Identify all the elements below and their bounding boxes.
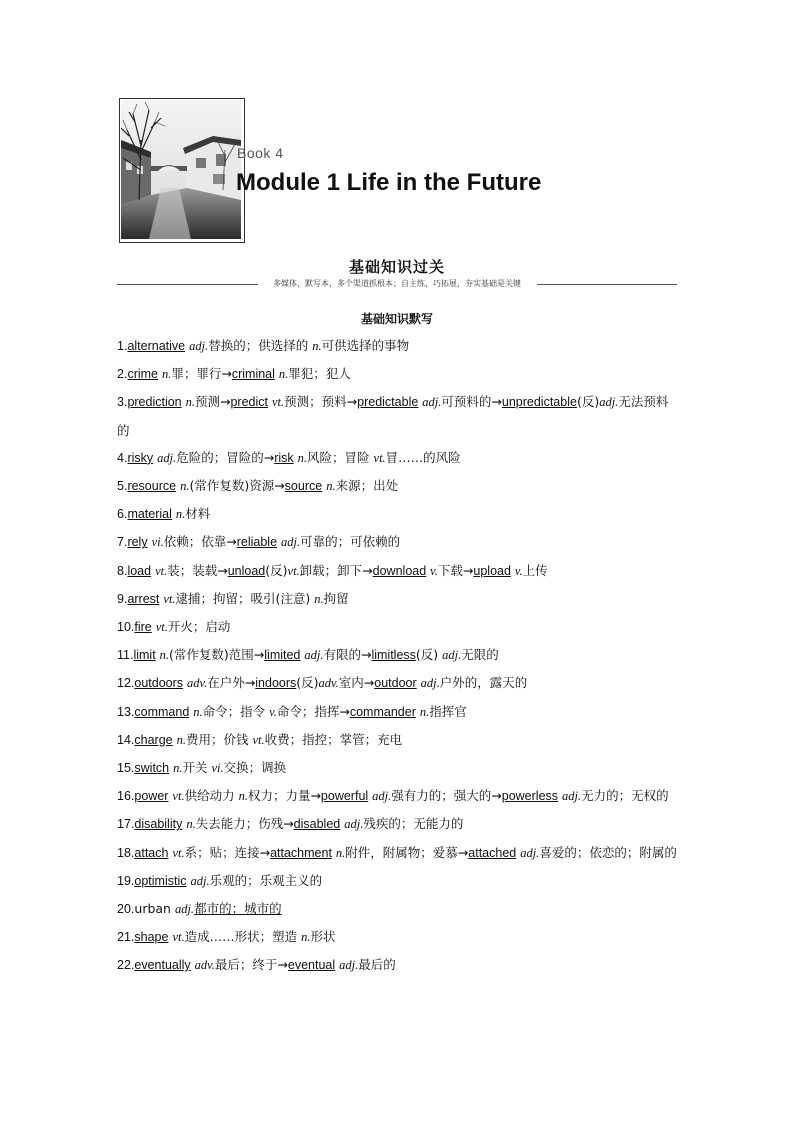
part-of-speech: adj.: [174, 902, 195, 917]
entry-text: 造成……形状；塑造: [184, 929, 302, 945]
entry-text: (反): [415, 647, 443, 663]
entry-number: 18.: [117, 845, 135, 860]
part-of-speech: n.: [335, 845, 346, 860]
entry-text: 无法预料的: [117, 394, 669, 438]
vocabulary-entry: [117, 754, 679, 782]
answer-word: material: [127, 507, 172, 522]
part-of-speech: vt.: [373, 450, 386, 465]
answer-word: attach: [134, 845, 169, 860]
entry-text: 有限的→: [323, 647, 372, 663]
answer-word: powerless: [501, 789, 559, 804]
entry-number: 22.: [117, 958, 135, 973]
entry-text: 权力；力量→: [247, 788, 321, 804]
entry-text: 罪；罪行→: [171, 366, 232, 382]
part-of-speech: n.: [314, 591, 324, 606]
entry-text: 上传: [522, 562, 548, 578]
entry-text: 失去能力；伤残→: [195, 816, 294, 832]
entry-text: 预测；预料→: [284, 394, 358, 410]
vocabulary-entry: [117, 698, 679, 726]
part-of-speech: vt.: [172, 930, 185, 945]
entry-number: 4.: [117, 450, 128, 465]
answer-word: risk: [274, 450, 294, 465]
part-of-speech: n.: [180, 479, 190, 494]
part-of-speech: n.: [173, 761, 183, 776]
entry-number: 19.: [117, 873, 135, 888]
part-of-speech: vt.: [155, 620, 168, 635]
vocabulary-entry: [117, 388, 679, 443]
entry-number: 20.: [117, 902, 135, 917]
part-of-speech: adj.: [157, 450, 177, 465]
vocabulary-entry: [117, 444, 679, 472]
answer-word: unpredictable: [501, 395, 577, 410]
entry-text: 装；装载→: [167, 562, 228, 578]
module-title: Module 1 Life in the Future: [236, 169, 542, 196]
entry-text: 拘留: [323, 590, 349, 606]
part-of-speech: vi.: [211, 761, 224, 776]
vocabulary-entry: [117, 923, 679, 951]
vocabulary-entry: [117, 641, 679, 669]
part-of-speech: adv.: [187, 676, 208, 691]
vocabulary-entry: [117, 360, 679, 388]
part-of-speech: n.: [176, 732, 186, 747]
entry-number: 11.: [117, 648, 134, 663]
entry-text: (常作复数)资源→: [189, 478, 285, 494]
entry-text: 乐观的；乐观主义的: [209, 872, 323, 888]
entry-text: 最后；终于→: [214, 957, 288, 973]
answer-word: download: [372, 563, 427, 578]
entry-text: 室内→: [338, 675, 375, 691]
part-of-speech: adj.: [189, 339, 209, 353]
part-of-speech: n.: [419, 704, 430, 719]
entry-text: 附件，附属物；爱慕→: [345, 844, 469, 860]
entry-text: 户外的，露天的: [439, 675, 528, 691]
answer-word: commander: [349, 704, 416, 719]
answer-word: arrest: [127, 591, 160, 606]
entry-number: 13.: [117, 704, 135, 719]
answer-word: criminal: [231, 367, 275, 382]
entry-text: (反): [296, 675, 319, 691]
part-of-speech: adv.: [318, 676, 339, 691]
part-of-speech: v.: [514, 563, 523, 578]
answer-word: disabled: [293, 817, 341, 832]
part-of-speech: n.: [159, 648, 170, 663]
sub-heading: 基础知识默写: [360, 312, 433, 326]
part-of-speech: v.: [269, 704, 277, 719]
entry-number: 3.: [117, 395, 128, 410]
entry-text: 命令；指挥→: [276, 703, 350, 719]
part-of-speech: n.: [326, 479, 336, 494]
answer-word: powerful: [320, 789, 369, 804]
vocabulary-entry: [117, 613, 679, 641]
entry-text: 系；贴；连接→: [184, 844, 271, 860]
part-of-speech: vt.: [287, 563, 300, 578]
answer-word: load: [127, 563, 152, 578]
entry-text: (常作复数)范围→: [169, 647, 265, 663]
part-of-speech: adj.: [344, 817, 364, 832]
answer-word: predictable: [357, 395, 419, 410]
answer-word: charge: [134, 732, 173, 747]
part-of-speech: adj.: [442, 648, 462, 663]
entry-text: 依赖；依靠→: [163, 534, 237, 550]
part-of-speech: adj.: [562, 789, 582, 804]
entry-number: 7.: [117, 535, 128, 550]
entry-text: 形状: [310, 929, 336, 945]
part-of-speech: v.: [430, 563, 438, 578]
entry-number: 8.: [117, 563, 128, 578]
answer-word: attached: [468, 845, 517, 860]
answer-word: power: [134, 789, 169, 804]
answer-word: limitless: [371, 648, 416, 663]
entry-text: 可预料的→: [441, 394, 502, 410]
entry-number: 10.: [117, 620, 135, 635]
answer-word: reliable: [236, 535, 278, 550]
vocabulary-entry: [117, 895, 679, 923]
answer-word: source: [284, 479, 323, 494]
part-of-speech: adj.: [599, 395, 619, 410]
entry-text: 无限的: [461, 647, 499, 663]
answer-word: limited: [264, 648, 301, 663]
entry-text: 风险；冒险: [307, 449, 374, 465]
answer-word: unload: [227, 563, 266, 578]
vocabulary-entry: [117, 839, 679, 867]
entry-text: 卸载；卸下→: [299, 562, 373, 578]
canal-village-photo: [121, 100, 241, 239]
entry-number: 1.: [117, 339, 128, 353]
part-of-speech: n.: [186, 817, 196, 832]
entry-text: 罪犯；犯人: [288, 366, 351, 382]
vocabulary-entry: [117, 500, 679, 528]
answer-word: rely: [127, 535, 148, 550]
vocabulary-entry: [117, 557, 679, 585]
entry-text: urban: [134, 901, 175, 917]
entry-text: 逮捕；拘留；吸引(注意): [175, 590, 315, 606]
part-of-speech: vt.: [172, 789, 185, 804]
part-of-speech: vt.: [252, 732, 265, 747]
entry-text: 预测→: [195, 394, 231, 410]
part-of-speech: adj.: [339, 958, 359, 973]
vocabulary-entry: [117, 951, 679, 979]
part-of-speech: adj.: [190, 873, 210, 888]
entry-text: 替换的；供选择的: [208, 338, 313, 353]
entry-text: 交换；调换: [223, 760, 287, 776]
part-of-speech: n.: [297, 450, 308, 465]
answer-word: risky: [127, 450, 154, 465]
entry-text: 在户外→: [207, 675, 256, 691]
book-label: Book 4: [237, 145, 284, 161]
entry-text: 命令；指令: [202, 703, 270, 719]
entry-number: 21.: [117, 930, 135, 945]
vocabulary-list: [117, 332, 679, 980]
entry-text: 最后的: [358, 957, 396, 973]
part-of-speech: adj.: [304, 648, 324, 663]
entry-number: 15.: [117, 761, 135, 776]
entry-text: (反): [576, 394, 600, 410]
answer-word: attachment: [270, 845, 332, 860]
part-of-speech: n.: [175, 507, 186, 522]
part-of-speech: adj.: [372, 789, 392, 804]
vocabulary-entry: [117, 669, 679, 697]
entry-text: 收费；指控；掌管；充电: [264, 731, 403, 747]
vocabulary-entry: [117, 472, 679, 500]
entry-text: 残疾的；无能力的: [363, 816, 464, 832]
answer-word: switch: [134, 761, 170, 776]
entry-text: 冒……的风险: [385, 449, 461, 465]
answer-word: eventually: [134, 958, 191, 973]
part-of-speech: adj.: [422, 395, 442, 410]
answer-word: optimistic: [134, 873, 187, 888]
answer-word: limit: [133, 648, 156, 663]
answer-word: prediction: [127, 395, 182, 410]
entry-number: 5.: [117, 479, 128, 494]
entry-number: 17.: [117, 817, 135, 832]
entry-number: 16.: [117, 789, 135, 804]
answer-word: shape: [134, 930, 169, 945]
entry-text: 材料: [185, 506, 211, 522]
section-title: 基础知识过关: [348, 258, 445, 276]
answer-word: outdoors: [134, 676, 184, 691]
cover-photo-frame: [119, 98, 245, 243]
entry-text: 开关: [182, 760, 212, 776]
entry-text: 开火；启动: [167, 619, 231, 635]
answer-word: upload: [473, 563, 511, 578]
part-of-speech: vt.: [163, 591, 176, 606]
part-of-speech: n.: [185, 395, 195, 410]
part-of-speech: vt.: [272, 395, 285, 410]
vocabulary-entry: [117, 867, 679, 895]
entry-number: 6.: [117, 507, 128, 522]
entry-text: 指挥官: [429, 703, 467, 719]
entry-number: 2.: [117, 367, 128, 382]
entry-text: 费用；价钱: [185, 731, 253, 747]
entry-number: 12.: [117, 676, 135, 691]
part-of-speech: n.: [312, 339, 322, 353]
entry-number: 14.: [117, 732, 135, 747]
vocabulary-entry: [117, 585, 679, 613]
entry-text: 可靠的；可依赖的: [300, 534, 401, 550]
section-subtitle: 多媒体，默写本，多个渠道抓根本；自主练，巧拓展，夯实基础是关键: [273, 279, 521, 288]
vocabulary-entry: [117, 528, 679, 556]
part-of-speech: n.: [193, 704, 203, 719]
entry-text: 下载→: [437, 562, 474, 578]
answer-word: 都市的；城市的: [194, 902, 282, 917]
entry-text: 喜爱的；依恋的；附属的: [539, 844, 677, 860]
entry-text: 无力的；无权的: [581, 788, 669, 804]
entry-text: 来源；出处: [335, 478, 399, 494]
part-of-speech: n.: [278, 367, 289, 382]
answer-word: predict: [230, 395, 269, 410]
part-of-speech: adj.: [281, 535, 301, 550]
entry-text: 可供选择的事物: [321, 338, 410, 353]
part-of-speech: n.: [161, 367, 172, 382]
part-of-speech: adv.: [194, 958, 215, 973]
part-of-speech: vt.: [172, 845, 185, 860]
answer-word: alternative: [127, 339, 186, 353]
answer-word: crime: [127, 367, 158, 382]
part-of-speech: adj.: [420, 676, 440, 691]
answer-word: command: [134, 704, 190, 719]
answer-word: disability: [134, 817, 183, 832]
answer-word: indoors: [255, 676, 297, 691]
part-of-speech: vt.: [155, 563, 168, 578]
entry-text: 危险的；冒险的→: [176, 449, 275, 465]
part-of-speech: adj.: [520, 845, 540, 860]
vocabulary-entry: [117, 726, 679, 754]
answer-word: resource: [127, 479, 177, 494]
entry-text: 供给动力: [184, 788, 239, 804]
entry-text: 强有力的；强大的→: [391, 788, 502, 804]
answer-word: eventual: [287, 958, 336, 973]
answer-word: fire: [134, 620, 152, 635]
part-of-speech: n.: [238, 789, 248, 804]
answer-word: outdoor: [374, 676, 417, 691]
part-of-speech: vi.: [151, 535, 164, 550]
vocabulary-entry: [117, 332, 679, 360]
part-of-speech: n.: [301, 930, 311, 945]
entry-number: 9.: [117, 591, 128, 606]
vocabulary-entry: [117, 782, 679, 810]
entry-text: (反): [265, 562, 288, 578]
vocabulary-entry: [117, 810, 679, 838]
